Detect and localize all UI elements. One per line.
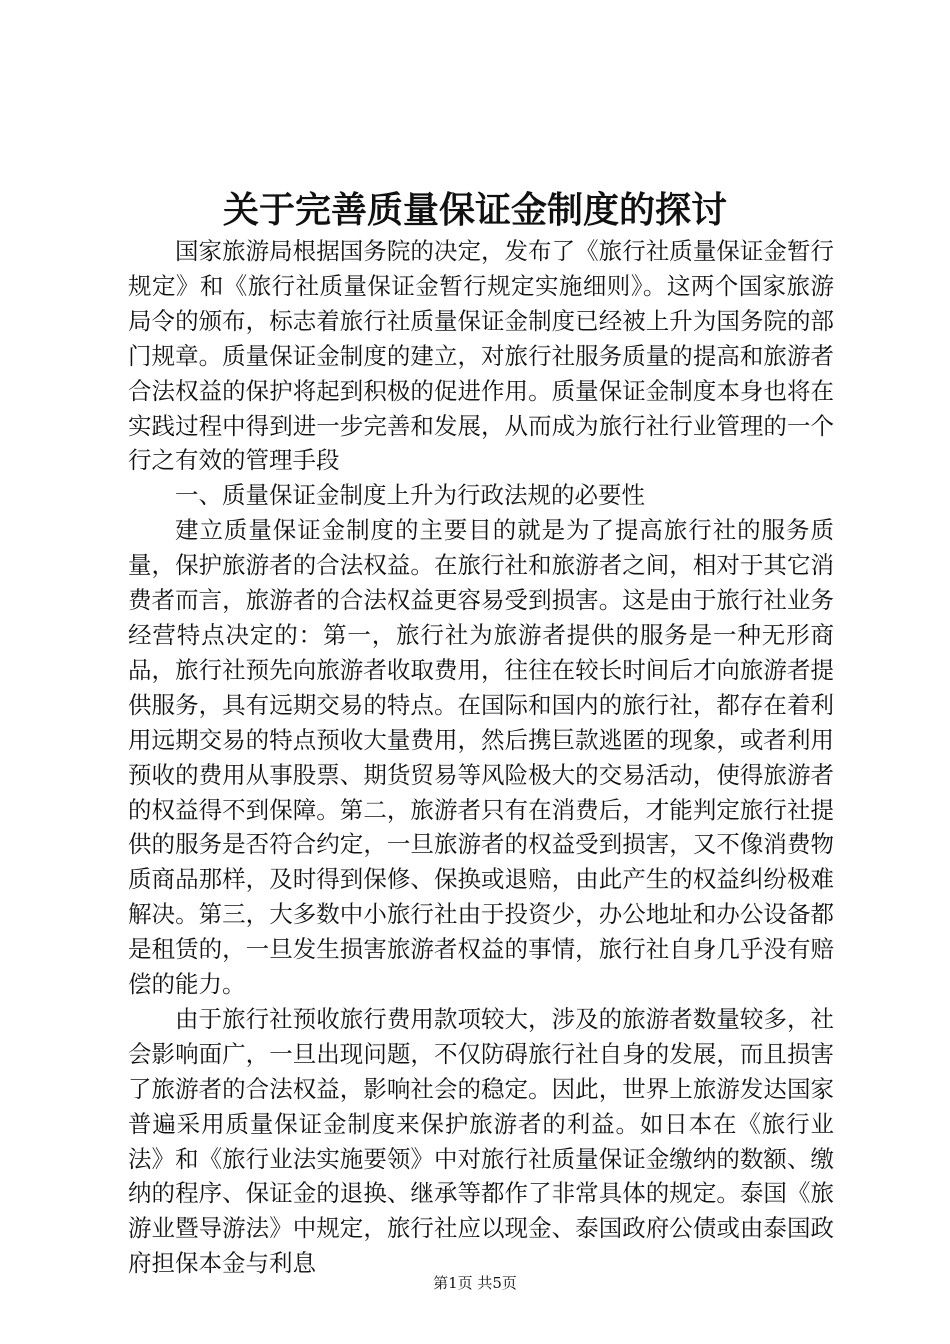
section-heading: 一、质量保证金制度上升为行政法规的必要性 [175,481,645,510]
paragraph-international: 由于旅行社预收旅行费用款项较大，涉及的旅游者数量较多，社会影响面广，一旦出现问题，不仅防碍旅行社自身的发展，而且损害了旅游者的合法权益，影响社会的稳定。因此，世界上旅游发达国家普遍采用质量保证金制度来保护旅游者的利益。如日本在《旅行业法》和《旅行业法实施要领》中对旅行社质量保证金缴纳的数额、缴纳的程序、保证金的退换、继承等都作了非常具体的规定。泰国《旅游业暨导游法》中规定，旅行社应以现金、泰国政府公债或由泰国政府担保本金与利息 [128,1004,834,1278]
document-title: 关于完善质量保证金制度的探讨 [222,189,727,231]
paragraph-purpose: 建立质量保证金制度的主要目的就是为了提高旅行社的服务质量，保护旅游者的合法权益。在旅行社和旅游者之间，相对于其它消费者而言，旅游者的合法权益更容易受到损害。这是由于旅行社业务经营特点决定的：第一，旅行社为旅游者提供的服务是一种无形商品，旅行社预先向旅游者收取费用，往往在较长时间后才向旅游者提供服务，具有远期交易的特点。在国际和国内的旅行社，都存在着利用远期交易的特点预收大量费用，然后携巨款逃匿的现象，或者利用预收的费用从事股票、期货贸易等风险极大的交易活动，使得旅游者的权益得不到保障。第二，旅游者只有在消费后，才能判定旅行社提供的服务是否符合约定，一旦旅游者的权益受到损害，又不像消费物质商品那样，及时得到保修、保换或退赔，由此产生的权益纠纷极难解决。第三，大多数中小旅行社由于投资少，办公地址和办公设备都是租赁的，一旦发生损害旅游者权益的事情，旅行社自身几乎没有赔偿的能力。 [128,516,834,999]
paragraph-intro: 国家旅游局根据国务院的决定，发布了《旅行社质量保证金暂行规定》和《旅行社质量保证金暂行规定实施细则》。这两个国家旅游局令的颁布，标志着旅行社质量保证金制度已经被上升为国务院的部门规章。质量保证金制度的建立，对旅行社服务质量的提高和旅游者合法权益的保护将起到积极的促进作用。质量保证金制度本身也将在实践过程中得到进一步完善和发展，从而成为旅行社行业管理的一个行之有效的管理手段 [128,237,834,475]
document-body [128,234,834,1281]
page-footer: 第1页 共5页 [433,1274,517,1292]
